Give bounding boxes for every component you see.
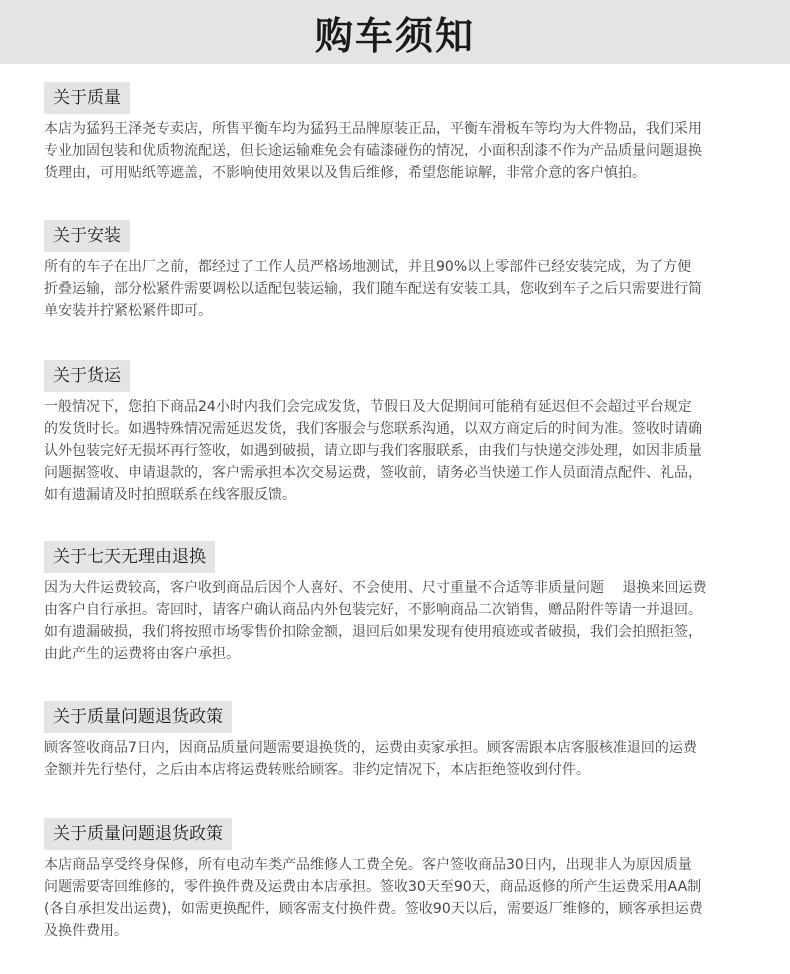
- section-quality-return-policy: [44, 701, 760, 781]
- section-quality: [44, 82, 760, 184]
- section-installation: [44, 220, 760, 322]
- section-seven-day-return: [44, 541, 760, 665]
- section-quality-return-policy-warranty: [44, 818, 760, 942]
- page-title: 购车须知: [314, 13, 475, 58]
- section-header-quality-return-policy: 关于质量问题退货政策: [44, 701, 232, 733]
- section-header-seven-day-return: 关于七天无理由退换: [44, 541, 215, 573]
- section-shipping: [44, 360, 760, 506]
- section-body-quality: 本店为猛犸王泽尧专卖店，所售平衡车均为猛犸王品牌原装正品，平衡车滑板车等均为大件物品，我们采用 专业加固包装和优质物流配送，但长途运输难免会有磕漆碰伤的情况，小面积刮漆不作为产品质量问题退换 货理由，可用贴纸等遮盖，不影响使用效果以及售后维修，希望您能谅解，非常介意的客户慎拍。: [44, 121, 702, 181]
- section-header-installation: 关于安装: [44, 220, 130, 252]
- section-header-quality-return-policy-warranty: 关于质量问题退货政策: [44, 818, 232, 850]
- section-header-shipping: 关于货运: [44, 360, 130, 392]
- section-body-quality-return-policy-warranty: 本店商品享受终身保修，所有电动车类产品维修人工费全免。客户签收商品30日内，出现非人为原因质量 问题需要寄回维修的，零件换件费及运费由本店承担。签收30天至90天，商品返修的所产生运费采用AA制 (各自承担发出运费)，如需更换配件，顾客需支付换件费。签收90天以后，需要返厂维修的，顾客承担运费 及换件费用。: [44, 857, 703, 939]
- title-banner: [0, 0, 790, 64]
- section-body-shipping: 一般情况下，您拍下商品24小时内我们会完成发货，节假日及大促期间可能稍有延迟但不会超过平台规定 的发货时长。如遇特殊情况需延迟发货，我们客服会与您联系沟通，以双方商定后的时间为准。签收时请确 认外包装完好无损坏再行签收，如遇到破损，请立即与我们客服联系，由我们与快递交涉处理，如因非质量 问题据签收、申请退款的，客户需承担本次交易运费，签收前，请务必当快递工作人员面清点配件、礼品， 如有遗漏请及时拍照联系在线客服反馈。: [44, 399, 702, 503]
- section-header-quality: 关于质量: [44, 82, 130, 114]
- section-body-installation: 所有的车子在出厂之前，都经过了工作人员严格场地测试，并且90%以上零部件已经安装完成，为了方便 折叠运输，部分松紧件需要调松以适配包装运输，我们随车配送有安装工具，您收到车子之后只需要进行简 单安装并拧紧松紧件即可。: [44, 259, 702, 319]
- section-body-quality-return-policy: 顾客签收商品7日内，因商品质量问题需要退换货的，运费由卖家承担。顾客需跟本店客服核准退回的运费 金额并先行垫付，之后由本店将运费转账给顾客。非约定情况下，本店拒绝签收到付件。: [44, 740, 697, 778]
- section-body-seven-day-return: 因为大件运费较高，客户收到商品后因个人喜好、不会使用、尺寸重量不合适等非质量问题 退换来回运费 由客户自行承担。寄回时，请客户确认商品内外包装完好，不影响商品二次销售，赠品附件等请一并退回。 如有遗漏破损，我们将按照市场零售价扣除金额，退回后如果发现有使用痕迹或者破损，我们会拍照拒签， 由此产生的运费将由客户承担。: [44, 580, 707, 662]
